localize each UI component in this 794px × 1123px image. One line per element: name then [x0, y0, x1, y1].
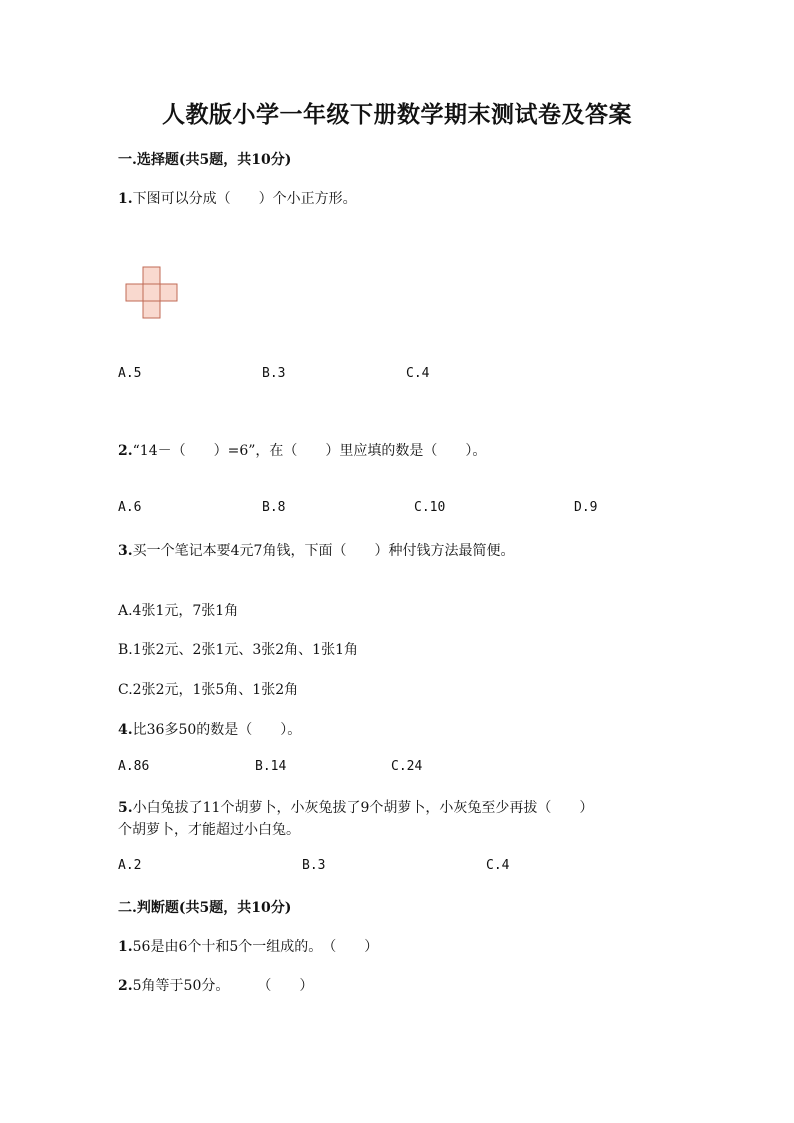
- question-text: 下图可以分成（ ）个小正方形。: [132, 191, 357, 207]
- option-b: B.14: [255, 759, 287, 774]
- figure-square-left: [126, 284, 143, 301]
- question-number: 4.: [118, 722, 133, 738]
- page-title: 人教版小学一年级下册数学期末测试卷及答案: [162, 101, 632, 128]
- option-b: B.3: [262, 366, 286, 381]
- true-false-1: [118, 936, 378, 956]
- question-3: [118, 540, 514, 560]
- option-c: C.24: [391, 759, 423, 774]
- question-text: 56是由6个十和5个一组成的。 （ ）: [132, 939, 379, 955]
- question-number: 1.: [118, 939, 133, 955]
- question-number: 1.: [118, 191, 133, 207]
- option-a: A.6: [118, 500, 142, 515]
- question-number: 2.: [118, 443, 133, 459]
- question-number: 5.: [118, 800, 133, 816]
- true-false-2: [118, 975, 313, 995]
- option-b: B.8: [262, 500, 286, 515]
- figure-square-bottom: [143, 301, 160, 318]
- question-text: 5角等于50分。 （ ）: [132, 978, 314, 994]
- question-text: 小白兔拔了11个胡萝卜，小灰兔拔了9个胡萝卜，小灰兔至少再拔（ ）: [132, 800, 594, 816]
- question-number: 2.: [118, 978, 133, 994]
- option-d: D.9: [574, 500, 598, 515]
- option-c: C.4: [486, 858, 510, 873]
- question-4: [118, 719, 301, 739]
- question-2: [118, 440, 486, 460]
- option-a: A.4张1元，7张1角: [118, 603, 239, 619]
- question-5: [118, 797, 593, 817]
- option-c: C.10: [414, 500, 446, 515]
- figure-square-center: [143, 284, 160, 301]
- figure-square-right: [160, 284, 177, 301]
- option-b: B.1张2元、2张1元、3张2角、1张1角: [118, 642, 358, 658]
- question-number: 3.: [118, 543, 133, 559]
- option-a: A.2: [118, 858, 142, 873]
- cross-shape-figure: [125, 266, 179, 320]
- question-text: “14－（ ）=6”，在（ ）里应填的数是（ ）。: [132, 443, 487, 459]
- section-heading-judgement: 二.判断题(共5题，共10分): [118, 900, 292, 916]
- option-c: C.4: [406, 366, 430, 381]
- option-a: A.86: [118, 759, 150, 774]
- question-text: 买一个笔记本要4元7角钱，下面（ ）种付钱方法最简便。: [132, 543, 515, 559]
- question-5-continued: 个胡萝卜，才能超过小白兔。: [118, 822, 300, 838]
- option-a: A.5: [118, 366, 142, 381]
- question-text: 比36多50的数是（ ）。: [132, 722, 302, 738]
- option-b: B.3: [302, 858, 326, 873]
- question-1: [118, 188, 357, 208]
- section-heading-choice: 一.选择题(共5题，共10分): [118, 152, 292, 168]
- option-c: C.2张2元，1张5角、1张2角: [118, 682, 299, 698]
- figure-square-top: [143, 267, 160, 284]
